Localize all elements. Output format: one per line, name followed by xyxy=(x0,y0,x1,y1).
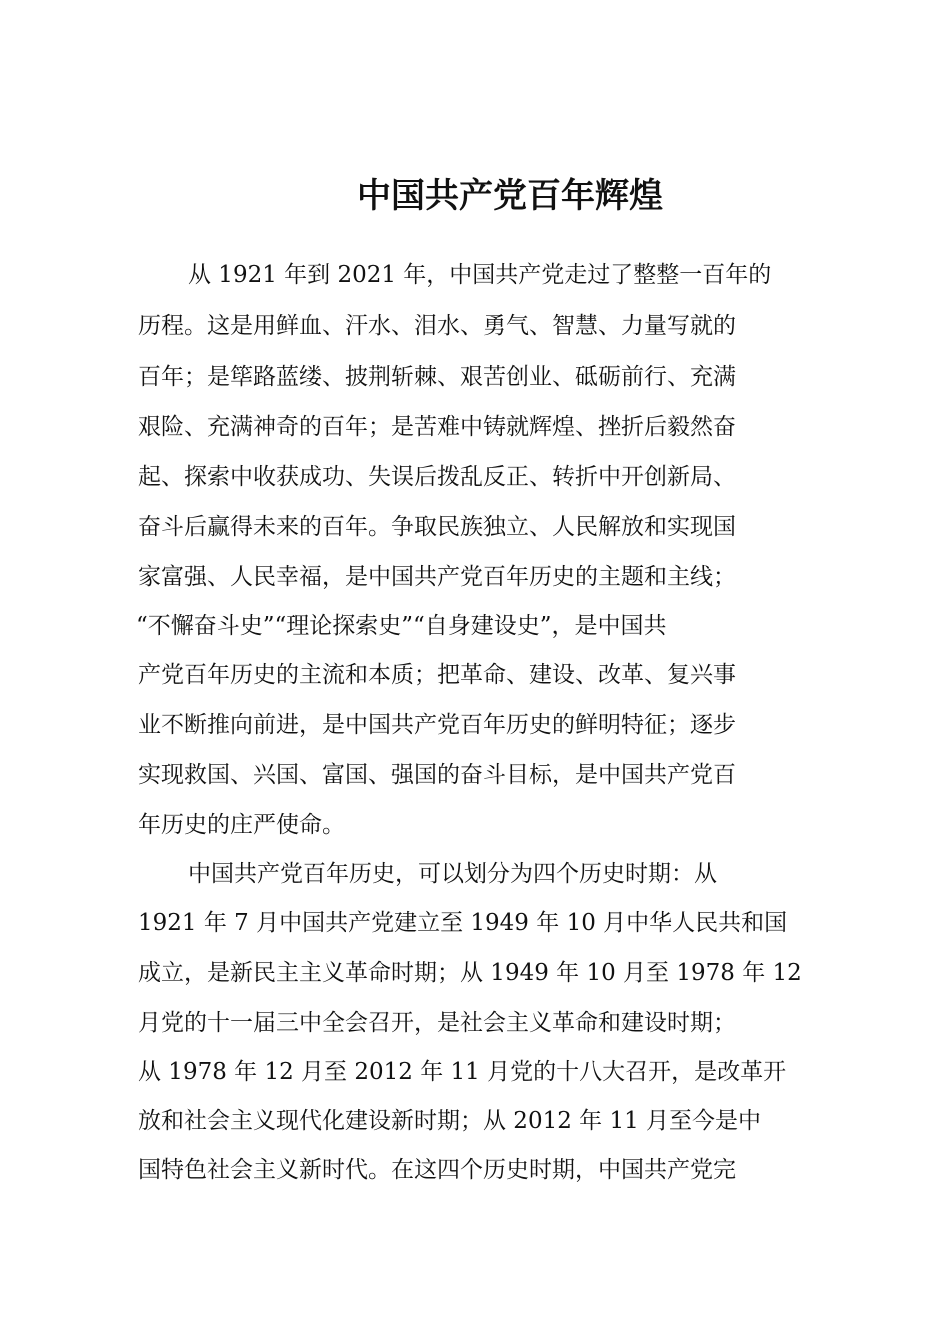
paragraph-line: 百年；是筚路蓝缕、披荆斩棘、艰苦创业、砥砺前行、充满 xyxy=(138,364,736,390)
paragraph-line: 历程。这是用鲜血、汗水、泪水、勇气、智慧、力量写就的 xyxy=(138,313,736,339)
paragraph-line: 成立，是新民主主义革命时期；从 1949 年 10 月至 1978 年 12 xyxy=(138,960,802,986)
paragraph-line: 放和社会主义现代化建设新时期；从 2012 年 11 月至今是中 xyxy=(138,1108,762,1134)
paragraph-line: 艰险、充满神奇的百年；是苦难中铸就辉煌、挫折后毅然奋 xyxy=(138,414,736,440)
paragraph-line: 年历史的庄严使命。 xyxy=(138,812,345,838)
paragraph-line: 实现救国、兴国、富国、强国的奋斗目标，是中国共产党百 xyxy=(138,762,736,788)
paragraph-line: 家富强、人民幸福，是中国共产党百年历史的主题和主线； xyxy=(138,564,736,590)
paragraph-line: 业不断推向前进，是中国共产党百年历史的鲜明特征；逐步 xyxy=(138,712,736,738)
paragraph-line: 中国共产党百年历史，可以划分为四个历史时期：从 xyxy=(188,861,717,887)
paragraph-line: 国特色社会主义新时代。在这四个历史时期，中国共产党完 xyxy=(138,1157,736,1183)
paragraph-line: 从 1921 年到 2021 年，中国共产党走过了整整一百年的 xyxy=(188,262,772,288)
paragraph-line: 月党的十一届三中全会召开，是社会主义革命和建设时期； xyxy=(138,1010,736,1036)
paragraph-line: 从 1978 年 12 月至 2012 年 11 月党的十八大召开，是改革开 xyxy=(138,1059,787,1085)
paragraph-line: 1921 年 7 月中国共产党建立至 1949 年 10 月中华人民共和国 xyxy=(138,910,788,936)
paragraph-line: “不懈奋斗史”“理论探索史”“自身建设史”，是中国共 xyxy=(136,613,667,639)
paragraph-line: 起、探索中收获成功、失误后拨乱反正、转折中开创新局、 xyxy=(138,464,736,490)
paragraph-line: 产党百年历史的主流和本质；把革命、建设、改革、复兴事 xyxy=(138,662,736,688)
paragraph-line: 奋斗后赢得未来的百年。争取民族独立、人民解放和实现国 xyxy=(138,514,736,540)
document-title: 中国共产党百年辉煌 xyxy=(357,176,663,216)
